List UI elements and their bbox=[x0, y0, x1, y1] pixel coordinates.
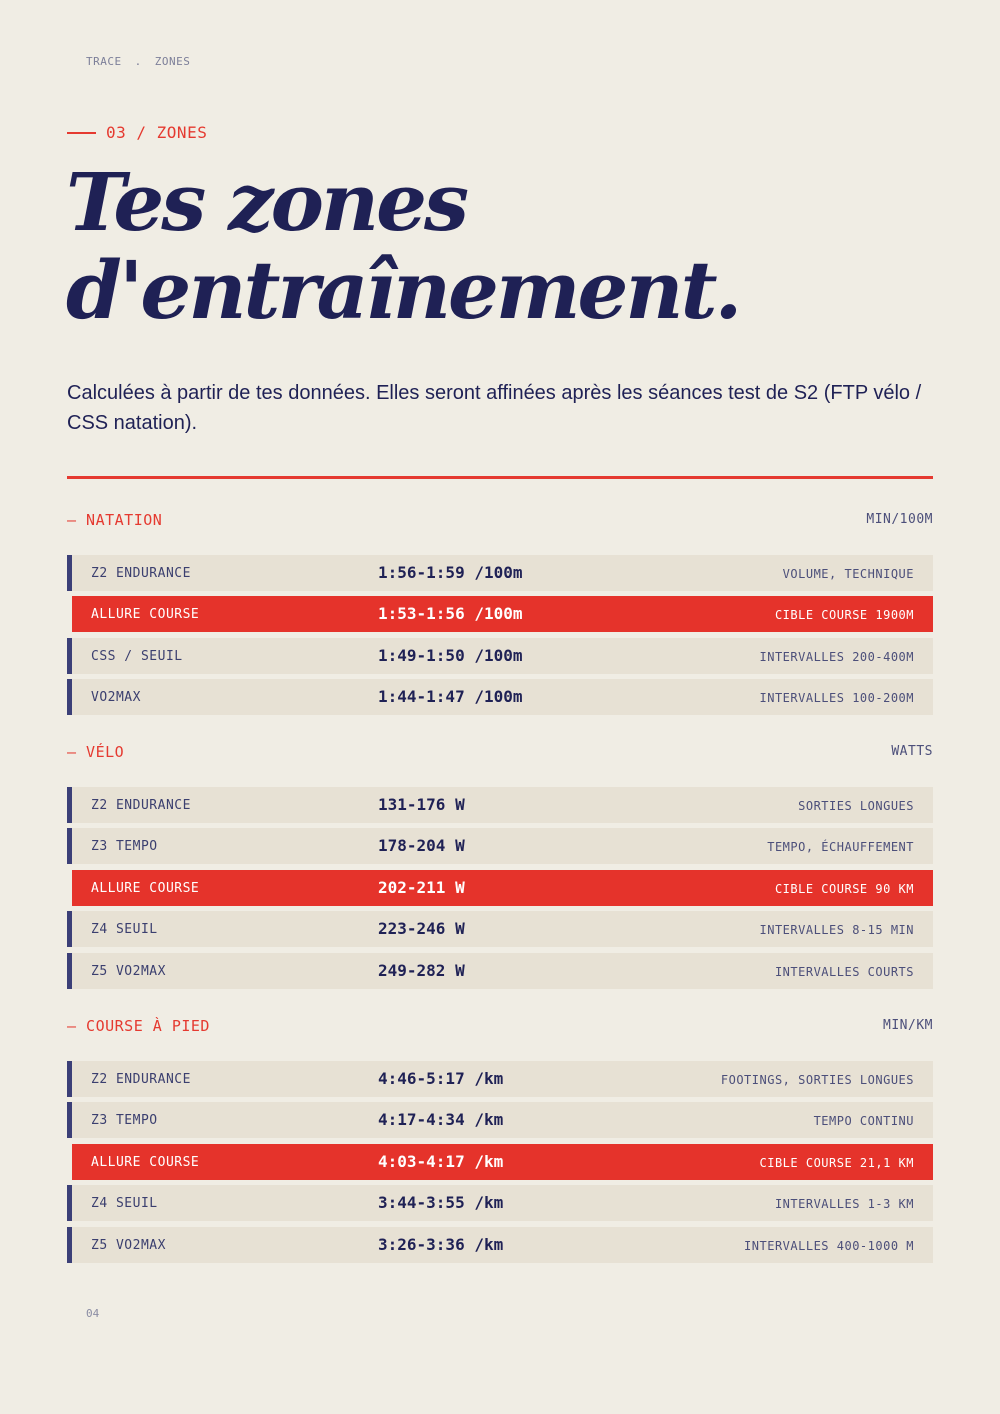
section-divider bbox=[67, 476, 933, 479]
zone-name: Z2 ENDURANCE bbox=[91, 798, 191, 813]
page-title bbox=[66, 155, 740, 337]
sport-unit: WATTS bbox=[891, 744, 933, 759]
sport-unit: MIN/KM bbox=[883, 1018, 933, 1033]
sport-unit: MIN/100M bbox=[866, 512, 933, 527]
breadcrumb-page: ZONES bbox=[154, 55, 191, 68]
page-number: 04 bbox=[86, 1307, 100, 1320]
zone-value: 223-246 W bbox=[378, 919, 465, 939]
zone-row bbox=[67, 1061, 933, 1097]
zone-value: 3:44-3:55 /km bbox=[378, 1193, 504, 1213]
zone-name: Z4 SEUIL bbox=[91, 922, 158, 938]
sport-name: — COURSE À PIED bbox=[67, 1017, 210, 1035]
zone-note: CIBLE COURSE 21,1 KM bbox=[759, 1155, 914, 1170]
zone-name: Z3 TEMPO bbox=[91, 1113, 158, 1129]
zone-name: ALLURE COURSE bbox=[91, 880, 200, 896]
page-title-line-1: Tes zones bbox=[66, 155, 467, 249]
zone-note: CIBLE COURSE 90 KM bbox=[774, 881, 914, 896]
zone-value: 178-204 W bbox=[378, 836, 465, 856]
zone-row bbox=[67, 638, 933, 674]
zone-name: Z2 ENDURANCE bbox=[91, 566, 191, 581]
zone-name: Z5 VO2MAX bbox=[91, 1237, 166, 1253]
zone-row-race-pace bbox=[67, 870, 933, 906]
zone-note: TEMPO CONTINU bbox=[813, 1114, 914, 1129]
breadcrumb-separator: . bbox=[134, 55, 142, 68]
zone-note: TEMPO, ÉCHAUFFEMENT bbox=[767, 840, 914, 855]
zone-value: 1:53-1:56 /100m bbox=[378, 604, 523, 624]
zone-name: VO2MAX bbox=[91, 690, 141, 706]
zone-row bbox=[67, 787, 933, 823]
section-tag-label: 03 / ZONES bbox=[106, 123, 208, 142]
zone-value: 4:46-5:17 /km bbox=[378, 1069, 504, 1088]
zone-row bbox=[67, 679, 933, 715]
zone-value: 4:17-4:34 /km bbox=[378, 1110, 504, 1130]
zone-row bbox=[67, 953, 933, 989]
zone-note: INTERVALLES 100-200M bbox=[759, 691, 914, 706]
zone-name: Z5 VO2MAX bbox=[91, 963, 166, 979]
zone-row-race-pace bbox=[67, 1144, 933, 1180]
zone-value: 4:03-4:17 /km bbox=[378, 1151, 504, 1171]
zone-note: VOLUME, TECHNIQUE bbox=[782, 567, 914, 581]
zone-note: FOOTINGS, SORTIES LONGUES bbox=[720, 1073, 914, 1087]
zone-value: 202-211 W bbox=[378, 877, 465, 897]
zone-row bbox=[67, 911, 933, 947]
zone-row-race-pace bbox=[67, 596, 933, 632]
zone-name: ALLURE COURSE bbox=[91, 1154, 200, 1170]
breadcrumb-app[interactable]: TRACE bbox=[86, 55, 122, 68]
sport-section-course bbox=[67, 1017, 933, 1254]
section-tag bbox=[67, 123, 207, 142]
zone-name: CSS / SEUIL bbox=[91, 648, 183, 664]
zone-row bbox=[67, 555, 933, 591]
zone-note: INTERVALLES 1-3 KM bbox=[774, 1197, 914, 1212]
zone-value: 1:44-1:47 /100m bbox=[378, 687, 523, 707]
zone-list bbox=[67, 787, 933, 994]
zone-name: ALLURE COURSE bbox=[91, 607, 200, 623]
zone-value: 3:26-3:36 /km bbox=[378, 1234, 504, 1254]
zone-row bbox=[67, 1102, 933, 1138]
section-tag-line bbox=[67, 132, 96, 134]
intro-text: Calculées à partir de tes données. Elles seront affinées après les séances test de S2 (FTP vélo / CSS natation). bbox=[67, 382, 922, 434]
zone-name: Z4 SEUIL bbox=[91, 1196, 158, 1212]
zone-row bbox=[67, 1227, 933, 1263]
zone-list bbox=[67, 1061, 933, 1268]
sport-section-velo bbox=[67, 743, 933, 980]
zone-name: Z2 ENDURANCE bbox=[91, 1072, 191, 1087]
zone-note: SORTIES LONGUES bbox=[798, 799, 914, 813]
zone-note: CIBLE COURSE 1900M bbox=[774, 608, 914, 623]
zone-note: INTERVALLES 8-15 MIN bbox=[759, 923, 914, 938]
sport-header bbox=[67, 511, 933, 535]
sport-name: — VÉLO bbox=[67, 743, 125, 761]
zone-value: 1:49-1:50 /100m bbox=[378, 645, 523, 665]
breadcrumb bbox=[86, 55, 190, 68]
zone-row bbox=[67, 828, 933, 864]
zone-list bbox=[67, 555, 933, 721]
zone-value: 131-176 W bbox=[378, 795, 465, 814]
zone-note: INTERVALLES 200-400M bbox=[759, 649, 914, 664]
zone-name: Z3 TEMPO bbox=[91, 839, 158, 855]
zone-note: INTERVALLES COURTS bbox=[774, 964, 914, 979]
zone-value: 1:56-1:59 /100m bbox=[378, 563, 523, 582]
sport-header bbox=[67, 1017, 933, 1041]
sport-header bbox=[67, 743, 933, 767]
zone-value: 249-282 W bbox=[378, 960, 465, 980]
zone-note: INTERVALLES 400-1000 M bbox=[744, 1238, 914, 1253]
zone-row bbox=[67, 1185, 933, 1221]
sport-name: — NATATION bbox=[67, 511, 163, 529]
page-title-line-2: d'entraînement. bbox=[66, 243, 740, 337]
sport-section-natation bbox=[67, 511, 933, 707]
